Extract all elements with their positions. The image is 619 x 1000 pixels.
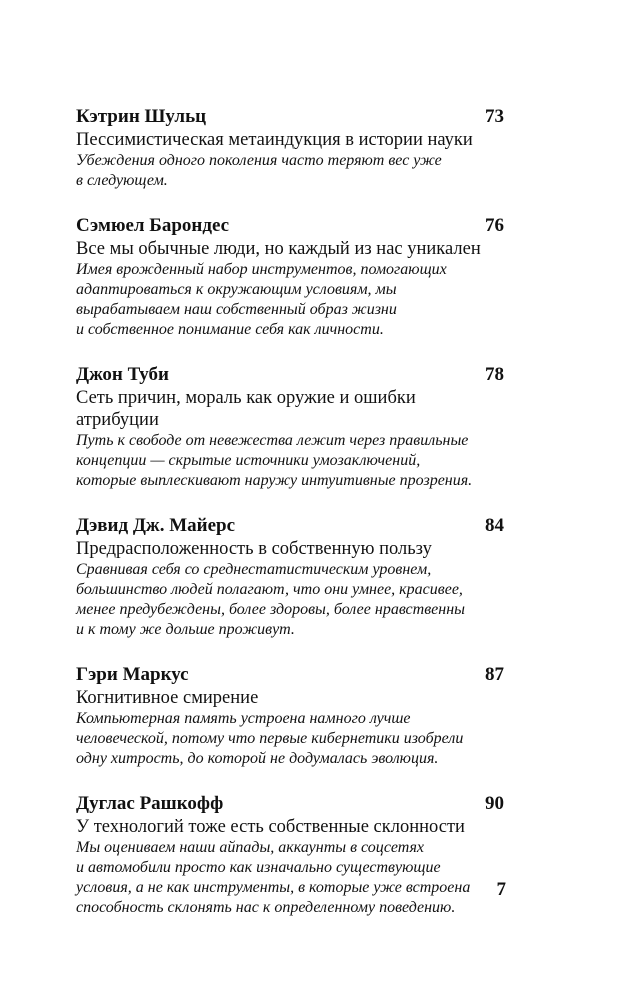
entry-page-number: 90 xyxy=(485,793,504,814)
entry-author: Дуглас Рашкофф xyxy=(76,793,224,814)
entry-title: Все мы обычные люди, но каждый из нас уникален xyxy=(76,239,481,259)
entry-title: Пессимистическая метаиндукция в истории науки xyxy=(76,130,473,150)
entry-author: Кэтрин Шульц xyxy=(76,106,207,127)
entry-description xyxy=(76,838,496,918)
entry-page-number: 78 xyxy=(485,364,504,385)
description-line: и автомобили просто как изначально существующие xyxy=(76,859,441,876)
description-line: Мы оцениваем наши айпады, аккаунты в соцсетях xyxy=(76,839,424,856)
description-line: и собственное понимание себя как личности. xyxy=(76,321,384,338)
description-line: Убеждения одного поколения часто теряют вес уже xyxy=(76,152,442,169)
toc-entry xyxy=(76,662,504,769)
entry-page-number: 84 xyxy=(485,515,504,536)
entry-page-number: 87 xyxy=(485,664,504,685)
description-line: вырабатываем наш собственный образ жизни xyxy=(76,301,397,318)
entry-author: Сэмюел Барондес xyxy=(76,215,230,236)
entry-author: Гэри Маркус xyxy=(76,664,189,685)
table-of-contents xyxy=(76,104,504,940)
entry-description xyxy=(76,709,496,769)
entry-page-number: 73 xyxy=(485,106,504,127)
toc-entry xyxy=(76,362,504,491)
entry-description xyxy=(76,260,486,340)
toc-entry xyxy=(76,213,504,340)
description-line: Путь к свободе от невежества лежит через правильные xyxy=(76,432,469,449)
toc-entry xyxy=(76,513,504,640)
description-line: одну хитрость, до которой не додумалась эволюция. xyxy=(76,750,439,767)
entry-title: Сеть причин, мораль как оружие и ошибки атрибуции xyxy=(76,388,416,430)
description-line: условия, а не как инструменты, в которые уже встроена xyxy=(76,879,471,896)
entry-description xyxy=(76,431,496,491)
description-line: Имея врожденный набор инструментов, помогающих xyxy=(76,261,447,278)
description-line: менее предубеждены, более здоровы, более нравственны xyxy=(76,601,465,618)
entry-author: Джон Туби xyxy=(76,364,169,385)
description-line: Компьютерная память устроена намного лучше xyxy=(76,710,411,727)
description-line: способность склонять нас к определенному поведению. xyxy=(76,899,456,916)
entry-description xyxy=(76,151,486,191)
toc-entry xyxy=(76,104,504,191)
description-line: адаптироваться к окружающим условиям, мы xyxy=(76,281,397,298)
description-line: и к тому же дольше проживут. xyxy=(76,621,295,638)
entry-title: Когнитивное смирение xyxy=(76,688,259,708)
description-line: в следующем. xyxy=(76,172,168,189)
entry-page-number: 76 xyxy=(485,215,504,236)
toc-entry xyxy=(76,791,504,918)
entry-author: Дэвид Дж. Майерс xyxy=(76,515,236,536)
entry-description xyxy=(76,560,496,640)
description-line: концепции — скрытые источники умозаключений, xyxy=(76,452,421,469)
description-line: Сравнивая себя со среднестатистическим уровнем, xyxy=(76,561,432,578)
description-line: большинство людей полагают, что они умнее, красивее, xyxy=(76,581,463,598)
description-line: которые выплескивают наружу интуитивные прозрения. xyxy=(76,472,473,489)
entry-title: Предрасположенность в собственную пользу xyxy=(76,539,432,559)
entry-title: У технологий тоже есть собственные склонности xyxy=(76,817,465,837)
page-number-folio: 7 xyxy=(496,879,506,900)
description-line: человеческой, потому что первые кибернетики изобрели xyxy=(76,730,464,747)
